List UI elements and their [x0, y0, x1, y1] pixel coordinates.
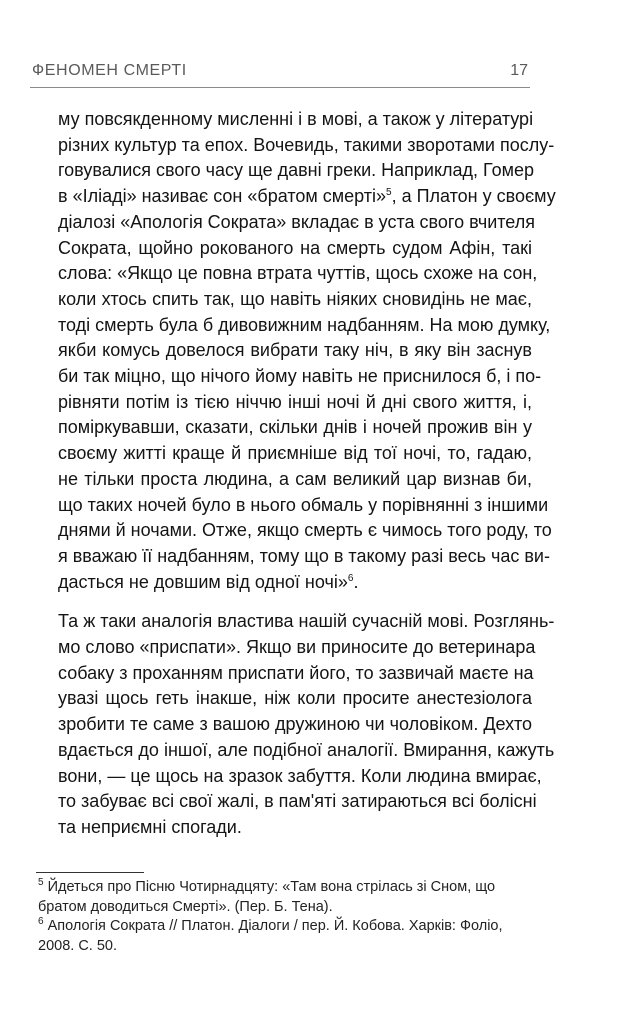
page-header — [30, 60, 530, 90]
text-line: собаку з проханням приспати його, то зазвичай маєте на — [58, 662, 534, 683]
footnote-ref-5: 5 — [386, 187, 392, 199]
text-line: коли хтось спить так, що навіть ніяких сновидінь не має, — [58, 288, 532, 309]
paragraph-2 — [58, 609, 555, 840]
text-line-with-footnote — [58, 570, 532, 596]
text-line: говувалися свого часу ще давні греки. Наприклад, Гомер — [58, 160, 534, 181]
paragraph-1 — [58, 107, 556, 595]
footnote-divider — [36, 872, 144, 873]
text-line: вдається до іншої, але подібної аналогії. Вмирання, кажуть — [58, 739, 555, 760]
text-line: му повсякденному мисленні і в мові, а також у літературі — [58, 109, 534, 129]
text-line: різних культур та епох. Вочевидь, такими зворотами послу- — [58, 134, 555, 155]
text-line: би так міцно, що нічого йому навіть не приснилося б, і по- — [58, 366, 542, 387]
text-line: рівняти потім із тією ніччю інші ночі й дні свого життя, і, — [58, 391, 532, 412]
text-line: зробити те саме з вашою дружиною чи чоловіком. Дехто — [58, 714, 532, 735]
text-line: що таких ночей було в нього обмаль у порівнянні з іншими — [58, 494, 549, 515]
text-line: не тільки проста людина, а сам великий цар визнав би, — [58, 468, 532, 489]
footnote-text: Апологія Сократа // Платон. Діалоги / пер. Й. Кобова. Харків: Фоліо, — [43, 918, 503, 934]
text-segment: . — [353, 571, 359, 592]
text-segment: , а Платон у своєму — [391, 186, 556, 207]
text-line-with-footnote — [58, 184, 556, 210]
text-segment: в «Іліаді» називає сон «братом смерті» — [58, 186, 386, 207]
running-title: ФЕНОМЕН СМЕРТІ — [32, 62, 187, 79]
page-number: 17 — [510, 62, 528, 79]
text-line: мо слово «приспати». Якщо ви приносите до ветеринара — [58, 637, 536, 658]
footnote-mark: 5 — [38, 877, 44, 889]
text-line: тоді смерть була б дивовижним надбанням. На мою думку, — [58, 314, 551, 335]
footnote-text-continued: братом доводиться Смерті». (Пер. Б. Тена). — [38, 898, 333, 915]
text-line: поміркувавши, сказати, скільки днів і ночей прожив він у — [58, 417, 532, 438]
text-line: та неприємні спогади. — [58, 816, 242, 837]
text-line: то забуває всі свої жалі, в пам'яті затираються всі болісні — [58, 791, 537, 812]
footnote-text-continued: 2008. С. 50. — [38, 937, 117, 954]
text-line: увазі щось геть інакше, ніж коли просите анестезіолога — [58, 688, 532, 709]
footnote-ref-6: 6 — [347, 572, 354, 584]
footnote-mark: 6 — [38, 916, 44, 928]
text-line: якби комусь довелося вибрати таку ніч, в яку він заснув — [58, 340, 532, 361]
footnote-6 — [38, 917, 538, 937]
text-line: Сократа, щойно рокованого на смерть судом Афін, такі — [58, 237, 532, 258]
body-text — [58, 107, 556, 841]
text-line: вони, — це щось на зразок забуття. Коли людина вмирає, — [58, 765, 542, 786]
text-line: днями й ночами. Отже, якщо смерть є чимось того роду, то — [58, 520, 552, 541]
header-divider — [30, 87, 530, 88]
footnotes — [38, 878, 538, 956]
text-line: Та ж таки аналогія властива нашій сучасній мові. Розглянь- — [58, 611, 555, 632]
text-line: діалозі «Апологія Сократа» вкладає в уста свого вчителя — [58, 211, 535, 232]
text-line: своєму житті краще й приємніше від тої ночі, то, гадаю, — [58, 443, 532, 464]
text-segment: дасться не довшим від одної ночі» — [58, 571, 348, 592]
footnote-5 — [38, 878, 538, 898]
text-line: я вважаю її надбанням, тому що в такому разі весь час ви- — [58, 545, 550, 566]
text-line: слова: «Якщо це повна втрата чуттів, щось схоже на сон, — [58, 263, 538, 284]
footnote-text: Йдеться про Пісню Чотирнадцяту: «Там вона стрілась зі Сном, що — [43, 879, 496, 895]
